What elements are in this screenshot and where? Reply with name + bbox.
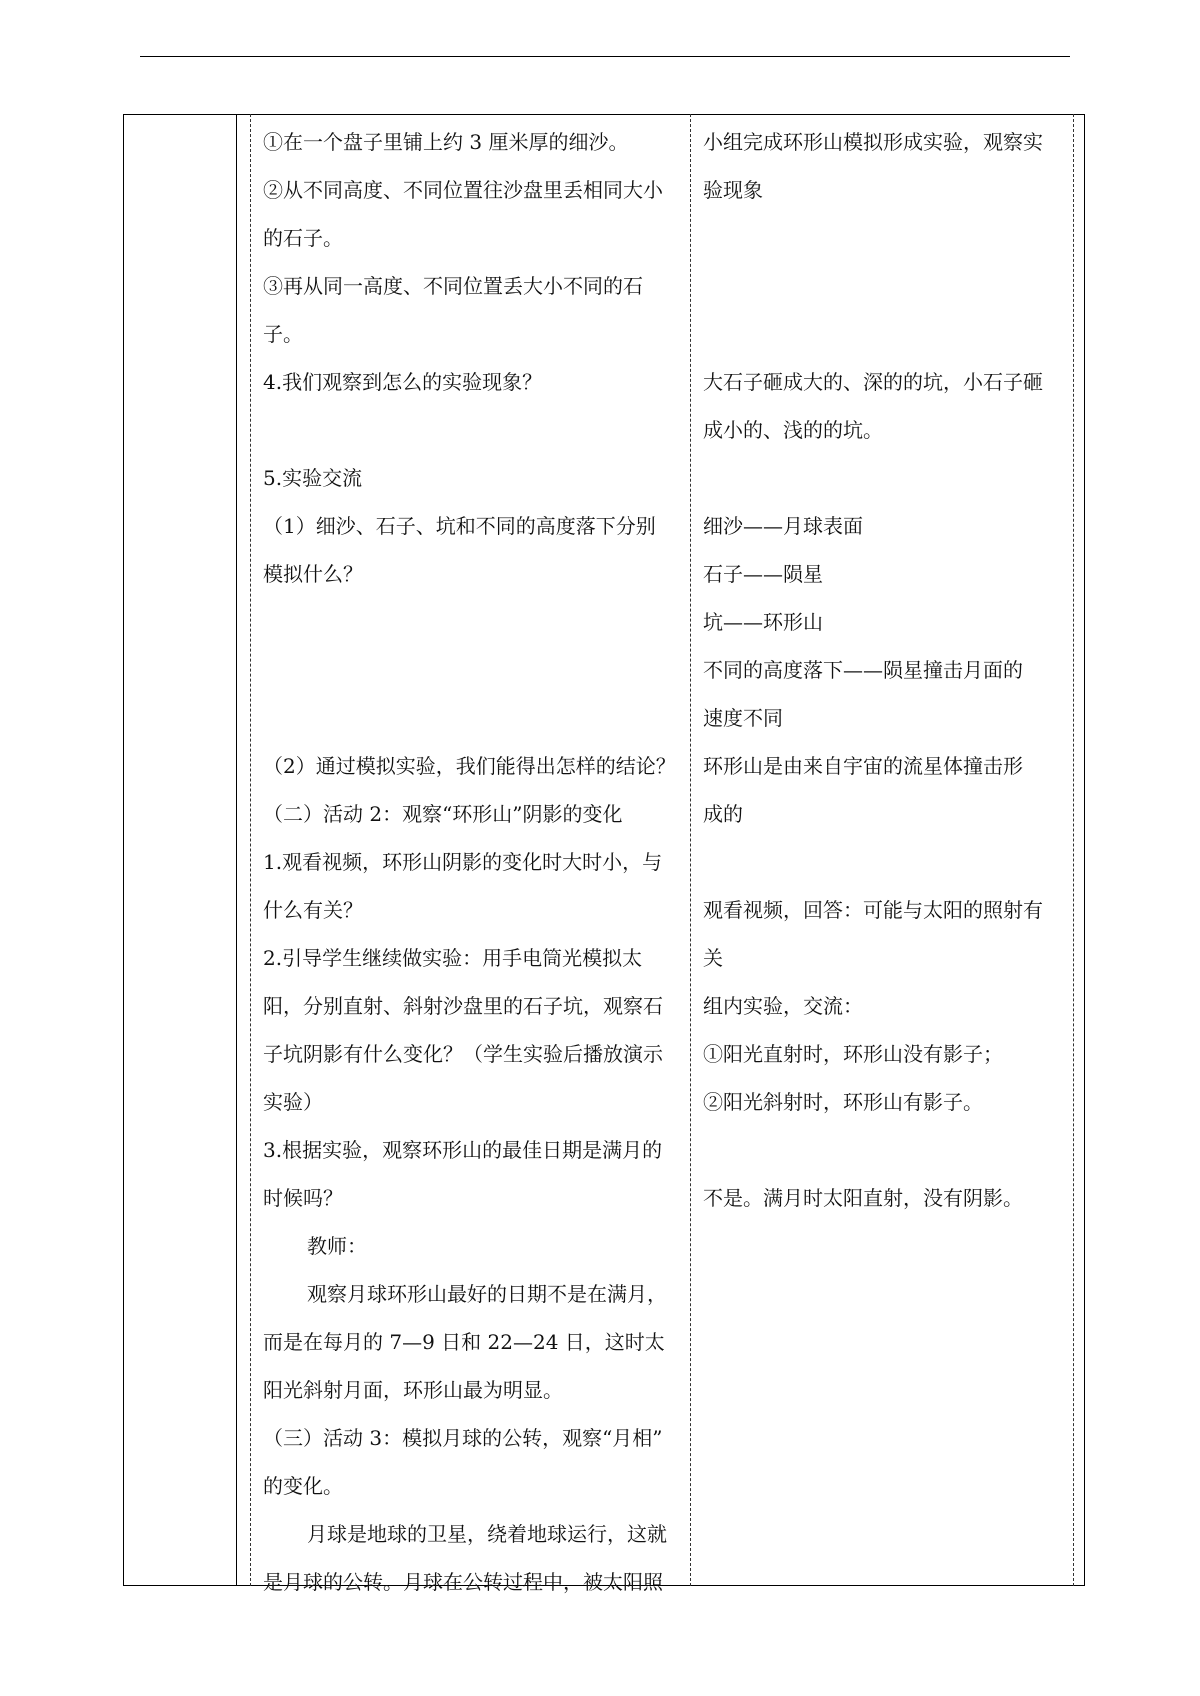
- student-text-line: 不是。满月时太阳直射，没有阴影。: [703, 1186, 1023, 1210]
- teacher-text-line: 阳光斜射月面，环形山最为明显。: [263, 1378, 563, 1402]
- inner-frame-left-dashed: [250, 114, 251, 1586]
- teacher-text-line: ①在一个盘子里铺上约 3 厘米厚的细沙。: [263, 130, 629, 154]
- teacher-text-line: 子坑阴影有什么变化？（学生实验后播放演示: [263, 1042, 663, 1066]
- teacher-text-line: ②从不同高度、不同位置往沙盘里丢相同大小: [263, 178, 663, 202]
- table-column-divider: [236, 114, 237, 1586]
- student-text-line: 速度不同: [703, 706, 783, 730]
- column-divider-dashed: [690, 114, 691, 1586]
- teacher-text-line: 的变化。: [263, 1474, 343, 1498]
- teacher-text-line: ③再从同一高度、不同位置丢大小不同的石: [263, 274, 643, 298]
- student-text-line: 石子——陨星: [703, 562, 823, 586]
- teacher-text-line: 5.实验交流: [263, 466, 363, 490]
- teacher-text-line: 阳，分别直射、斜射沙盘里的石子坑，观察石: [263, 994, 663, 1018]
- teacher-text-line: （三）活动 3：模拟月球的公转，观察“月相”: [263, 1426, 663, 1450]
- teacher-text-line: 模拟什么？: [263, 562, 363, 586]
- teacher-text-line: 子。: [263, 322, 303, 346]
- teacher-text-line: 是月球的公转。月球在公转过程中，被太阳照: [263, 1570, 663, 1594]
- student-text-line: 验现象: [703, 178, 763, 202]
- student-text-line: 坑——环形山: [703, 610, 823, 634]
- teacher-text-line: 4.我们观察到怎么的实验现象？: [263, 370, 543, 394]
- student-text-line: 关: [703, 946, 723, 970]
- student-text-line: 不同的高度落下——陨星撞击月面的: [703, 658, 1023, 682]
- teacher-text-line: 月球是地球的卫星，绕着地球运行，这就: [307, 1522, 667, 1546]
- student-text-line: 大石子砸成大的、深的的坑，小石子砸: [703, 370, 1043, 394]
- student-text-line: 成的: [703, 802, 743, 826]
- teacher-text-line: 实验）: [263, 1090, 323, 1114]
- student-text-line: 环形山是由来自宇宙的流星体撞击形: [703, 754, 1023, 778]
- student-text-line: ①阳光直射时，环形山没有影子；: [703, 1042, 1003, 1066]
- student-text-line: 小组完成环形山模拟形成实验，观察实: [703, 130, 1043, 154]
- student-text-line: 组内实验，交流：: [703, 994, 863, 1018]
- teacher-text-line: 2.引导学生继续做实验：用手电筒光模拟太: [263, 946, 643, 970]
- teacher-text-line: （2）通过模拟实验，我们能得出怎样的结论？: [263, 754, 676, 778]
- student-text-line: 成小的、浅的的坑。: [703, 418, 883, 442]
- teacher-text-line: 时候吗？: [263, 1186, 343, 1210]
- teacher-text-line: 什么有关？: [263, 898, 363, 922]
- teacher-text-line: 而是在每月的 7—9 日和 22—24 日，这时太: [263, 1330, 665, 1354]
- teacher-text-line: 3.根据实验，观察环形山的最佳日期是满月的: [263, 1138, 663, 1162]
- teacher-text-line: 教师：: [307, 1234, 367, 1258]
- student-text-line: ②阳光斜射时，环形山有影子。: [703, 1090, 983, 1114]
- teacher-text-line: （二）活动 2：观察“环形山”阴影的变化: [263, 802, 623, 826]
- teacher-text-line: 的石子。: [263, 226, 343, 250]
- teacher-text-line: 1.观看视频，环形山阴影的变化时大时小，与: [263, 850, 663, 874]
- page-header-rule: [140, 56, 1070, 57]
- teacher-text-line: 观察月球环形山最好的日期不是在满月，: [307, 1282, 667, 1306]
- student-text-line: 观看视频，回答：可能与太阳的照射有: [703, 898, 1043, 922]
- student-text-line: 细沙——月球表面: [703, 514, 863, 538]
- inner-frame-right-dashed: [1073, 114, 1074, 1586]
- teacher-text-line: （1）细沙、石子、坑和不同的高度落下分别: [263, 514, 656, 538]
